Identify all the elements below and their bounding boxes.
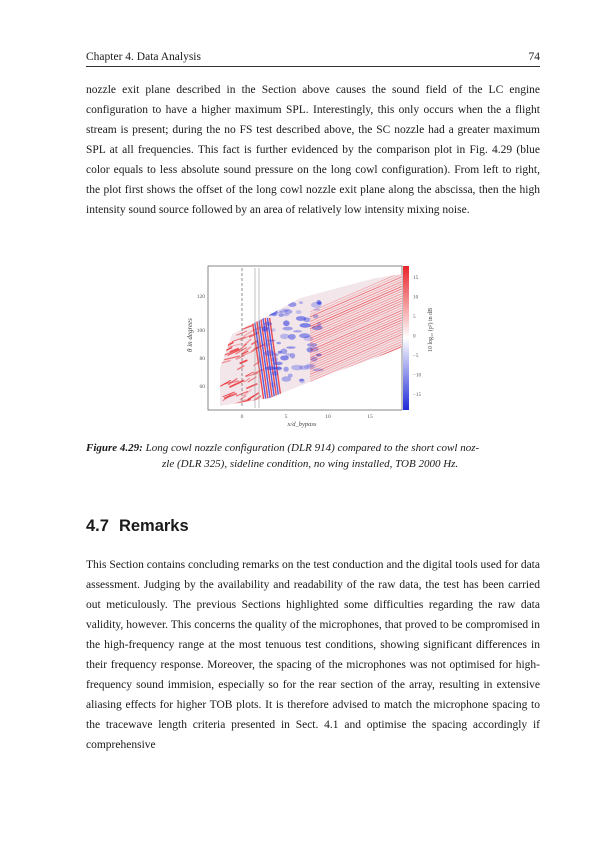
caption-line-2: zle (DLR 325), sideline condition, no wing installed, TOB 2000 Hz. <box>162 458 459 470</box>
field-blotch <box>266 339 276 341</box>
field-blotch <box>274 353 279 356</box>
field-blotch <box>282 327 293 331</box>
section-heading <box>86 517 189 536</box>
field-blotch <box>311 302 322 308</box>
field-blotch <box>300 323 311 328</box>
field-blotch <box>281 376 291 381</box>
page-number: 74 <box>528 51 540 63</box>
field-blotch <box>283 320 289 326</box>
field-blotch <box>299 301 303 304</box>
field-blotch <box>281 349 288 354</box>
field-blotch <box>262 326 269 331</box>
field-blotch <box>283 367 288 372</box>
x-ticks <box>241 414 373 420</box>
colorbar-tick-label: 15 <box>413 275 419 281</box>
colorbar-tick-label: −15 <box>413 392 422 398</box>
field-blotch <box>296 310 302 314</box>
field-blotch <box>299 365 309 370</box>
caption-line-1: Long cowl nozzle configuration (DLR 914) compared to the short cowl noz- <box>145 442 480 454</box>
caption-label: Figure 4.29: <box>86 442 143 454</box>
x-tick-label: 15 <box>367 414 373 420</box>
colorbar-tick-label: 5 <box>413 314 416 320</box>
figure-caption <box>86 440 540 472</box>
section-title-text: Remarks <box>118 517 189 535</box>
field-blotch <box>264 350 275 356</box>
x-axis-label: x/d_bypass <box>287 421 317 428</box>
field-blotch <box>271 382 276 387</box>
colorbar-tick-label: 10 <box>413 294 419 301</box>
colorbar <box>403 266 409 410</box>
field-blotch <box>299 333 310 338</box>
colorbar-ticks <box>413 275 422 398</box>
field-blotch <box>293 330 302 332</box>
field-blotch <box>278 314 283 317</box>
y-tick-label: 120 <box>196 294 205 300</box>
body-paragraph-2: This Section contains concluding remarks on the test conduction and the digital tools used for data assessment. Judging by the availability and readability of the raw data, the test has been carried out meticulously. The previous Sections highlighted some difficulties regarding the raw data validity, however. This concerns the quality of the microphones, that proved to be compromised in the high-frequency range at the most tenuous test conditions, showing significant differences in their frequency response. Moreover, the spacing of the microphones was not optimised for high-frequency sound immision, especially so for the rear section of the array, resulting in extensive aliasing effects for higher TOB plots. It is therefore advised to match the microphone spacing to the tracewave length criteria presented in Sect. 4.1 and optimise the spacing accordingly if comprehensive <box>86 559 540 751</box>
field-blotch <box>264 322 272 326</box>
field-blotch <box>263 342 271 346</box>
x-tick-label: 10 <box>325 414 331 420</box>
colorbar-tick-label: −5 <box>413 353 419 359</box>
y-tick-label: 100 <box>196 328 205 334</box>
field-blotch <box>279 311 284 314</box>
y-tick-label: 60 <box>199 384 205 390</box>
colorbar-label: 10 log₁₀ (p²) in dB <box>428 307 434 353</box>
y-axis-label: θ in degrees <box>186 318 194 352</box>
field-blotch <box>296 316 306 321</box>
header-rule <box>86 66 540 67</box>
field-blotch <box>271 328 276 331</box>
field-blotch <box>285 353 291 357</box>
x-tick-label: 0 <box>240 414 244 420</box>
field-blotch <box>272 371 278 376</box>
y-ticks <box>197 294 206 390</box>
field-blotch <box>276 342 281 344</box>
field-blotch <box>299 378 304 383</box>
y-tick-label: 80 <box>199 356 205 362</box>
figure-4-29 <box>170 262 438 437</box>
field-blotch <box>274 362 283 366</box>
field-blotch <box>286 346 295 348</box>
colorbar-tick-label: −10 <box>413 372 422 379</box>
x-tick-label: 5 <box>284 414 288 420</box>
field-blotch <box>284 309 293 314</box>
figure-plot <box>170 262 438 437</box>
field-blotch <box>288 334 296 340</box>
chapter-title: Chapter 4. Data Analysis <box>86 51 201 63</box>
field-blotch <box>265 366 276 370</box>
page-header <box>86 51 540 65</box>
field-blotch <box>271 357 277 362</box>
section-number: 4.7 <box>86 517 109 535</box>
body-paragraph-1: nozzle exit plane described in the Section above causes the sound field of the LC engine configuration to have a higher maximum SPL. Interestingly, this only occurs when the a flight stream is present; during the no FS test described above, the SC nozzle had a greater maximum SPL at all frequencies. This fact is further evidenced by the comparison plot in Fig. 4.29 (blue color equals to less absolute sound pressure on the long cowl configuration). From left to right, the plot first shows the offset of the long cowl nozzle exit plane along the abscissa, then the high intensity sound source followed by an area of relatively low intensity mixing noise. <box>86 84 540 216</box>
field-blotch <box>280 334 289 339</box>
colorbar-tick-label: 0 <box>413 333 416 340</box>
